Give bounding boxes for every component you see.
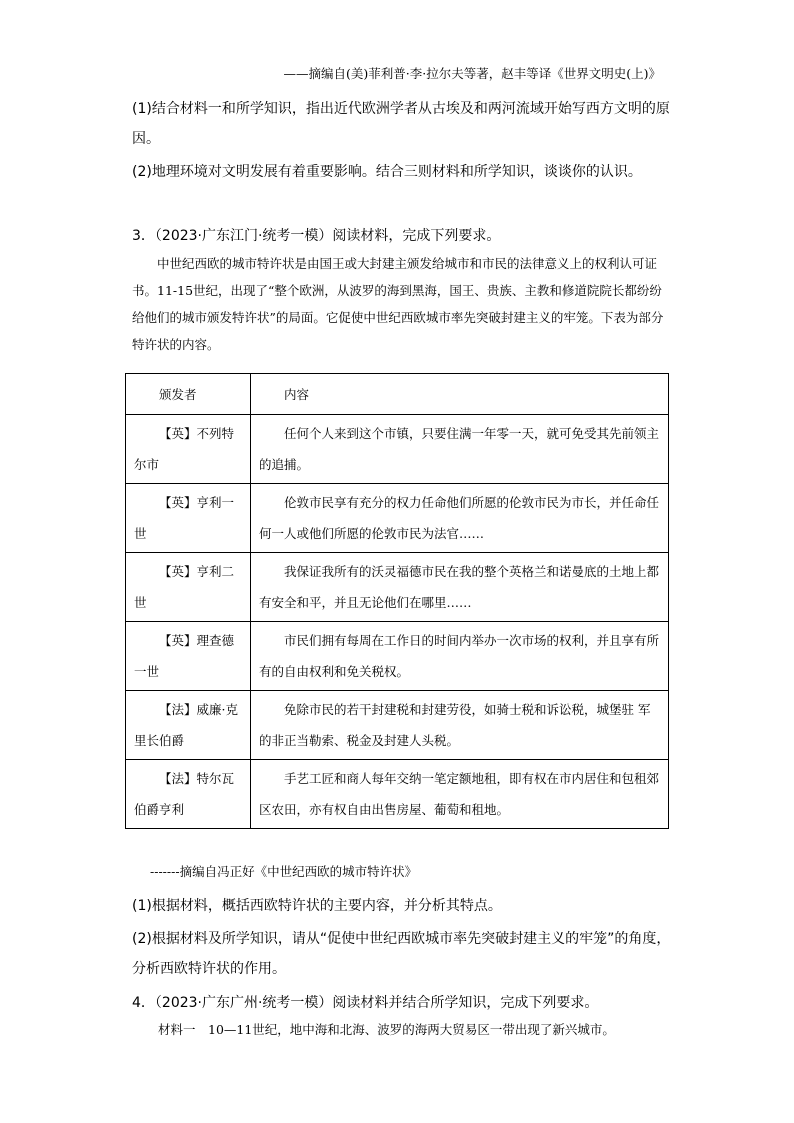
table-row bbox=[126, 760, 669, 829]
table-row bbox=[126, 691, 669, 760]
issuer-cell: 【英】不列特尔市 bbox=[126, 415, 251, 484]
content-cell: 手艺工匠和商人每年交纳一笔定额地租，即有权在市内居住和包租郊区农田，亦有权自由出售房屋、葡萄和租地。 bbox=[251, 760, 669, 829]
question-3-heading: 3．（2023·广东江门·统考一模）阅读材料，完成下列要求。 bbox=[132, 228, 501, 244]
header-issuer: 颁发者 bbox=[126, 374, 251, 415]
question-3-intro-text: 中世纪西欧的城市特许状是由国王或大封建主颁发给城市和市民的法律意义上的权利认可证书。11-15世纪，出现了“整个欧洲，从波罗的海到黑海，国王、贵族、主教和修道院院长都纷纷给他们的城市颁发特许状”的局面。它促使中世纪西欧城市率先突破封建主义的牢笼。下表为部分特许状的内容。 bbox=[132, 256, 664, 352]
issuer-cell: 【英】亨利二世 bbox=[126, 553, 251, 622]
issuer-cell: 【英】理查德一世 bbox=[126, 622, 251, 691]
question-1-line-1: (1)结合材料一和所学知识，指出近代欧洲学者从古埃及和两河流域开始写西方文明的原 bbox=[132, 101, 670, 117]
issuer-cell: 【英】亨利一世 bbox=[126, 484, 251, 553]
charter-table bbox=[125, 373, 669, 829]
question-4-material-1: 材料一 10—11世纪，地中海和北海、波罗的海两大贸易区一带出现了新兴城市。 bbox=[158, 1022, 615, 1037]
material-source-citation: ——摘编自(美)菲利普·李·拉尔夫等著，赵丰等译《世界文明史(上)》 bbox=[283, 66, 661, 81]
question-2: (2)地理环境对文明发展有着重要影响。结合三则材料和所学知识，谈谈你的认识。 bbox=[132, 164, 642, 180]
content-cell: 免除市民的若干封建税和封建劳役，如骑士税和诉讼税，城堡驻 军的非正当勒索、税金及封建人头税。 bbox=[251, 691, 669, 760]
question-3-part-2-line-2: 分析西欧特许状的作用。 bbox=[132, 961, 286, 977]
table-row bbox=[126, 484, 669, 553]
question-1-line-2: 因。 bbox=[132, 131, 160, 147]
content-cell: 我保证我所有的沃灵福德市民在我的整个英格兰和诺曼底的土地上都有安全和平，并且无论他们在哪里…… bbox=[251, 553, 669, 622]
table-row bbox=[126, 415, 669, 484]
content-cell: 伦敦市民享有充分的权力任命他们所愿的伦敦市民为市长，并任命任何一人或他们所愿的伦敦市民为法官…… bbox=[251, 484, 669, 553]
content-cell: 市民们拥有每周在工作日的时间内举办一次市场的权利，并且享有所有的自由权利和免关税权。 bbox=[251, 622, 669, 691]
content-cell: 任何个人来到这个市镇，只要住满一年零一天，就可免受其先前领主的追捕。 bbox=[251, 415, 669, 484]
question-3-intro bbox=[132, 250, 668, 358]
question-4-heading: 4．（2023·广东广州·统考一模）阅读材料并结合所学知识，完成下列要求。 bbox=[132, 995, 599, 1011]
table-row bbox=[126, 622, 669, 691]
question-3-part-2-line-1: (2)根据材料及所学知识，请从“促使中世纪西欧城市率先突破封建主义的牢笼”的角度， bbox=[132, 931, 671, 947]
table-source-citation: -------摘编自冯正好《中世纪西欧的城市特许状》 bbox=[150, 864, 418, 879]
table-header-row bbox=[126, 374, 669, 415]
question-3-part-1: (1)根据材料，概括西欧特许状的主要内容，并分析其特点。 bbox=[132, 898, 502, 914]
table-row bbox=[126, 553, 669, 622]
issuer-cell: 【法】威廉·克里长伯爵 bbox=[126, 691, 251, 760]
issuer-cell: 【法】特尔瓦伯爵亨利 bbox=[126, 760, 251, 829]
header-content: 内容 bbox=[251, 374, 669, 415]
